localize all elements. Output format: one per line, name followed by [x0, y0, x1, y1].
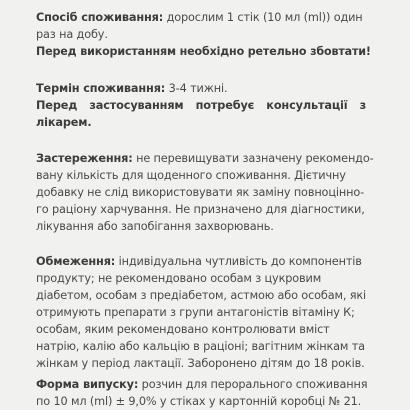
- caution-line-3: добавку не слід використовувати як заміну повноцінно-: [36, 186, 365, 199]
- term-label: Термін споживання:: [36, 82, 166, 95]
- limits-label: Обмеження:: [36, 255, 116, 268]
- form-line-1: [36, 377, 366, 392]
- shake-warning: Перед використанням необхідно ретельно збовтати!: [36, 45, 371, 58]
- limits-line-6: натрію, калію або кальцію в раціоні; вагітним жінкам та: [36, 340, 365, 353]
- consult-word: консультації: [266, 99, 348, 112]
- consult-line-2: лікарем.: [36, 116, 92, 129]
- form-line-2: по 10 мл (ml) ± 9,0% у стіках у картонній коробці № 21.: [36, 395, 362, 408]
- limits-line-7: жінкам у період лактації. Заборонено дітям до 18 років.: [36, 357, 365, 370]
- consult-word: застосуванням: [89, 99, 184, 112]
- consult-line-1: [36, 98, 366, 113]
- caution-label: Застереження:: [36, 152, 133, 165]
- usage-line-1: [36, 10, 366, 25]
- caution-text-1: не перевищувати зазначену рекомендо-: [132, 152, 374, 165]
- limits-line-1: [36, 254, 366, 269]
- caution-line-5: лікування або запобігання захворювань.: [36, 220, 274, 233]
- caution-line-1: [36, 151, 374, 166]
- form-text-1: розчин для перорального споживання: [138, 378, 368, 391]
- limits-text-1: індивідуальна чутливість до компонентів: [115, 255, 362, 268]
- limits-line-5: особам, яким рекомендовано контролювати вміст: [36, 323, 330, 336]
- consult-word: Перед: [36, 99, 78, 112]
- consult-word: з: [359, 99, 366, 112]
- limits-line-2: продукту; не рекомендовано особам з цукровим: [36, 272, 322, 285]
- limits-line-3: діабетом, особам з предіабетом, астмою або особам, які: [36, 289, 367, 302]
- consult-word: потребує: [195, 99, 255, 112]
- term-text: 3-4 тижні.: [165, 82, 228, 95]
- usage-line-2: раз на добу.: [36, 28, 108, 41]
- usage-text-1: дорослим 1 стік (10 мл (ml)) один: [163, 11, 363, 24]
- caution-line-2: вану кількість для щоденного споживання. Дієтичну: [36, 169, 346, 182]
- usage-label: Спосіб споживання:: [36, 11, 164, 24]
- term-line: [36, 81, 366, 96]
- form-label: Форма випуску:: [36, 378, 139, 391]
- limits-line-4: отримують препарати з групи антагоністів вітаміну К;: [36, 306, 355, 319]
- caution-line-4: го раціону харчування. Не призначено для діагностики,: [36, 203, 365, 216]
